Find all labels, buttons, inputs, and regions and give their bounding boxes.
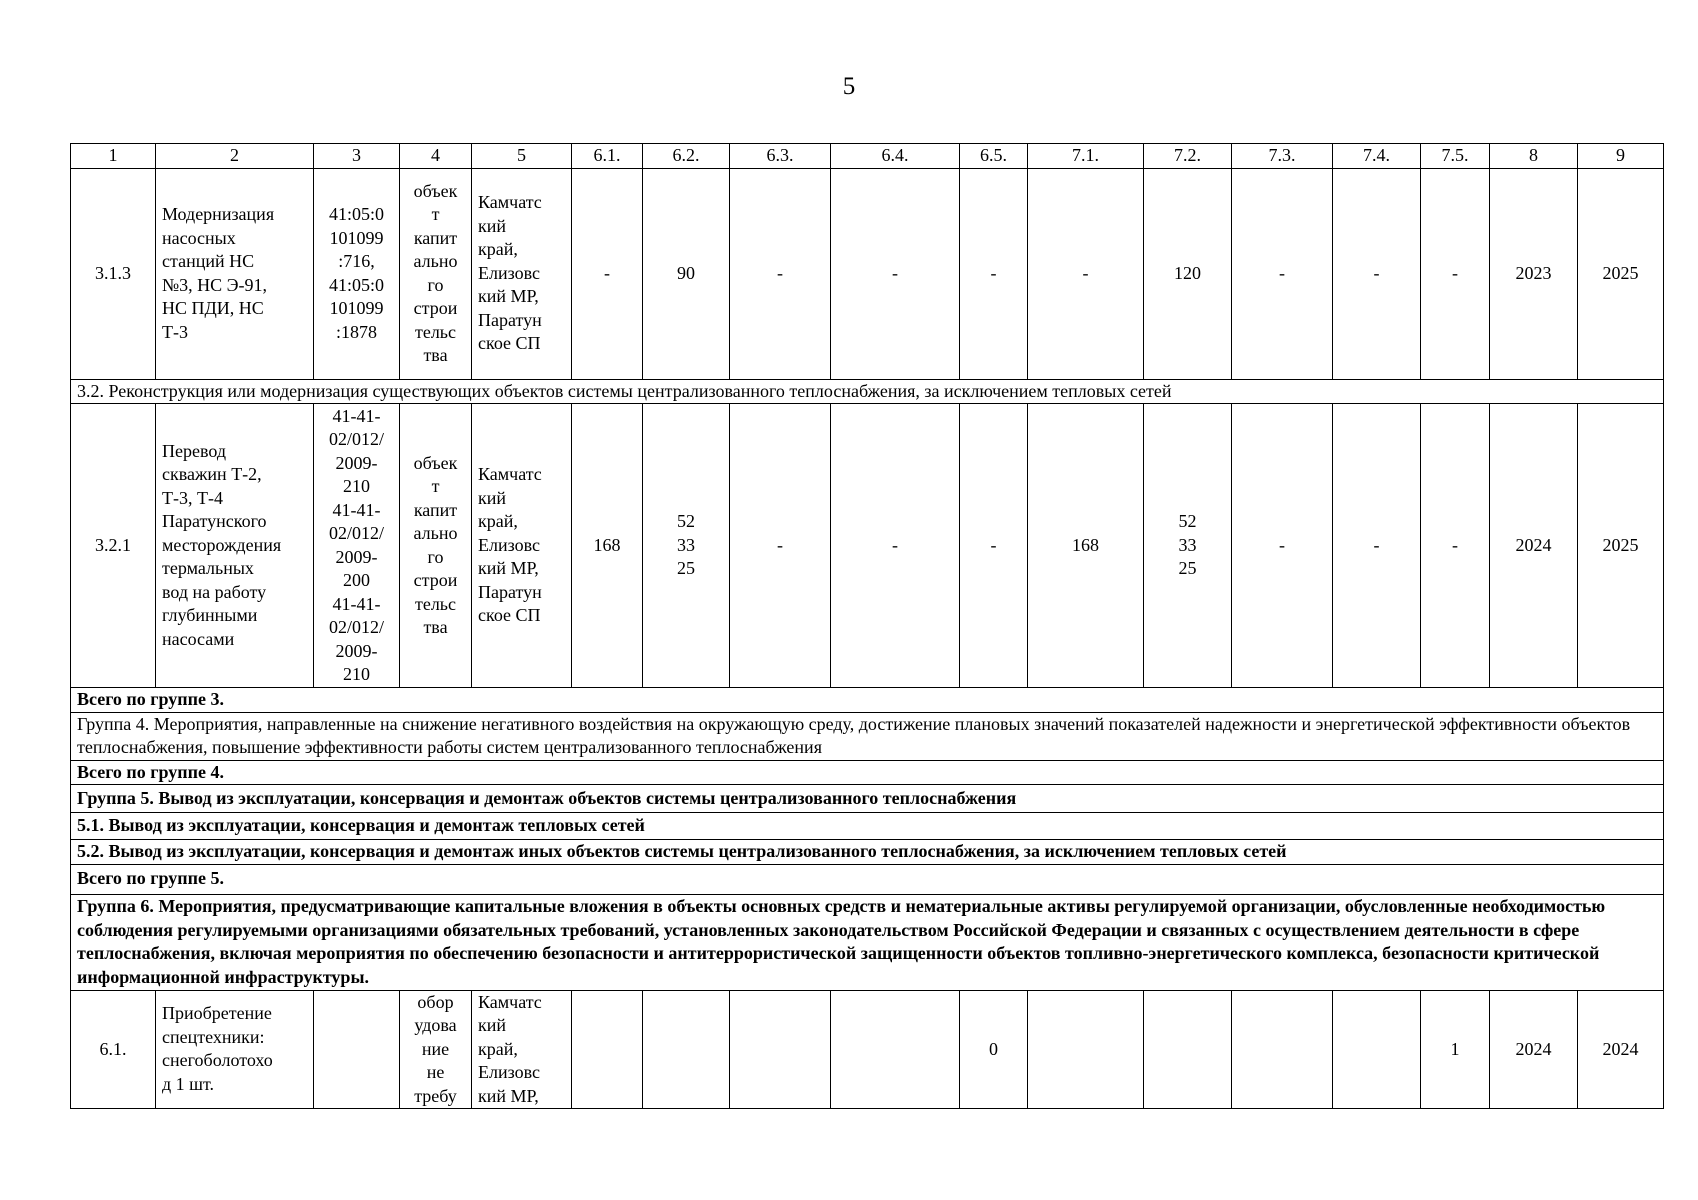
group-row [71,785,1664,813]
column-number: 5 [472,144,572,169]
group-heading: Группа 5. Вывод из эксплуатации, консервация и демонтаж объектов системы централизованного теплоснабжения [71,785,1664,813]
value-cell: - [1333,168,1421,379]
cadastral-number [314,990,400,1109]
value-cell [1028,990,1144,1109]
value-cell: 1 [1421,990,1490,1109]
value-cell: 168 [1028,404,1144,688]
value-cell [1232,990,1333,1109]
object-location: Камчатс кий край, Елизовс кий МР, Паратун ское СП [472,168,572,379]
value-cell: - [1421,404,1490,688]
column-number: 6.1. [572,144,643,169]
group-total: Всего по группе 4. [71,760,1664,785]
total-row [71,688,1664,713]
item-number: 3.2.1 [71,404,156,688]
total-row [71,760,1664,785]
section-heading: 5.1. Вывод из эксплуатации, консервация и демонтаж тепловых сетей [71,813,1664,840]
value-cell: 90 [643,168,730,379]
value-cell [572,990,643,1109]
group-row [71,894,1664,990]
section-row [71,379,1664,404]
column-number: 4 [400,144,472,169]
value-cell: - [730,404,831,688]
start-year: 2023 [1490,168,1578,379]
table-row [71,404,1664,688]
section-heading: 5.2. Вывод из эксплуатации, консервация и демонтаж иных объектов системы централизованного теплоснабжения, за исключением тепловых сетей [71,840,1664,865]
group-row [71,712,1664,760]
object-location: Камчатс кий край, Елизовс кий МР, Паратун ское СП [472,404,572,688]
item-name: Приобретение спецтехники: снегоболотохо д 1 шт. [156,990,314,1109]
column-number: 6.4. [831,144,960,169]
value-cell [1144,990,1232,1109]
start-year: 2024 [1490,990,1578,1109]
column-number: 7.5. [1421,144,1490,169]
value-cell: - [1028,168,1144,379]
section-row [71,813,1664,840]
column-number: 7.4. [1333,144,1421,169]
value-cell: - [960,404,1028,688]
column-number-row [71,144,1664,169]
object-type: обор удова ние не требу [400,990,472,1109]
value-cell: 52 33 25 [1144,404,1232,688]
value-cell [643,990,730,1109]
column-number: 7.2. [1144,144,1232,169]
value-cell [1333,990,1421,1109]
group-total: Всего по группе 5. [71,864,1664,894]
section-heading: 3.2. Реконструкция или модернизация существующих объектов системы централизованного теплоснабжения, за исключением тепловых сетей [71,379,1664,404]
value-cell [730,990,831,1109]
value-cell: 120 [1144,168,1232,379]
item-number: 3.1.3 [71,168,156,379]
value-cell: - [1232,168,1333,379]
column-number: 1 [71,144,156,169]
value-cell: - [1333,404,1421,688]
value-cell: 168 [572,404,643,688]
column-number: 6.2. [643,144,730,169]
table-row [71,990,1664,1109]
value-cell: 52 33 25 [643,404,730,688]
value-cell: - [1232,404,1333,688]
group-heading: Группа 6. Мероприятия, предусматривающие капитальные вложения в объекты основных средств и нематериальные активы регулируемой организации, обусловленные необходимостью соблюдения регулируемыми организациями обязательных требований, установленных законодательством Российской Федерации и связанных с осуществлением деятельности в сфере теплоснабжения, включая мероприятия по обеспечению безопасности и антитеррористической защищенности объектов топливно-энергетического комплекса, безопасности критической информационной инфраструктуры. [71,894,1664,990]
value-cell: - [1421,168,1490,379]
end-year: 2025 [1578,404,1664,688]
column-number: 6.5. [960,144,1028,169]
cadastral-number: 41:05:0 101099 :716, 41:05:0 101099 :1878 [314,168,400,379]
end-year: 2024 [1578,990,1664,1109]
value-cell: - [831,168,960,379]
value-cell: 0 [960,990,1028,1109]
value-cell: - [572,168,643,379]
investment-program-table [70,143,1664,1109]
item-name: Перевод скважин Т-2, Т-3, Т-4 Паратунского месторождения термальных вод на работу глубинными насосами [156,404,314,688]
object-location: Камчатс кий край, Елизовс кий МР, [472,990,572,1109]
object-type: объек т капит ально го строи тельс тва [400,404,472,688]
group-total: Всего по группе 3. [71,688,1664,713]
table-row [71,168,1664,379]
end-year: 2025 [1578,168,1664,379]
object-type: объек т капит ально го строи тельс тва [400,168,472,379]
item-number: 6.1. [71,990,156,1109]
value-cell [831,990,960,1109]
column-number: 7.1. [1028,144,1144,169]
column-number: 9 [1578,144,1664,169]
column-number: 2 [156,144,314,169]
item-name: Модернизация насосных станций НС №3, НС Э-91, НС ПДИ, НС Т-3 [156,168,314,379]
column-number: 3 [314,144,400,169]
cadastral-number: 41-41- 02/012/ 2009- 210 41-41- 02/012/ 2009- 200 41-41- 02/012/ 2009- 210 [314,404,400,688]
page-number: 5 [842,73,856,100]
start-year: 2024 [1490,404,1578,688]
value-cell: - [831,404,960,688]
total-row [71,864,1664,894]
column-number: 6.3. [730,144,831,169]
group-heading: Группа 4. Мероприятия, направленные на снижение негативного воздействия на окружающую среду, достижение плановых значений показателей надежности и энергетической эффективности объектов теплоснабжения, повышение эффективности работы систем централизованного теплоснабжения [71,712,1664,760]
value-cell: - [730,168,831,379]
column-number: 7.3. [1232,144,1333,169]
value-cell: - [960,168,1028,379]
column-number: 8 [1490,144,1578,169]
section-row [71,840,1664,865]
